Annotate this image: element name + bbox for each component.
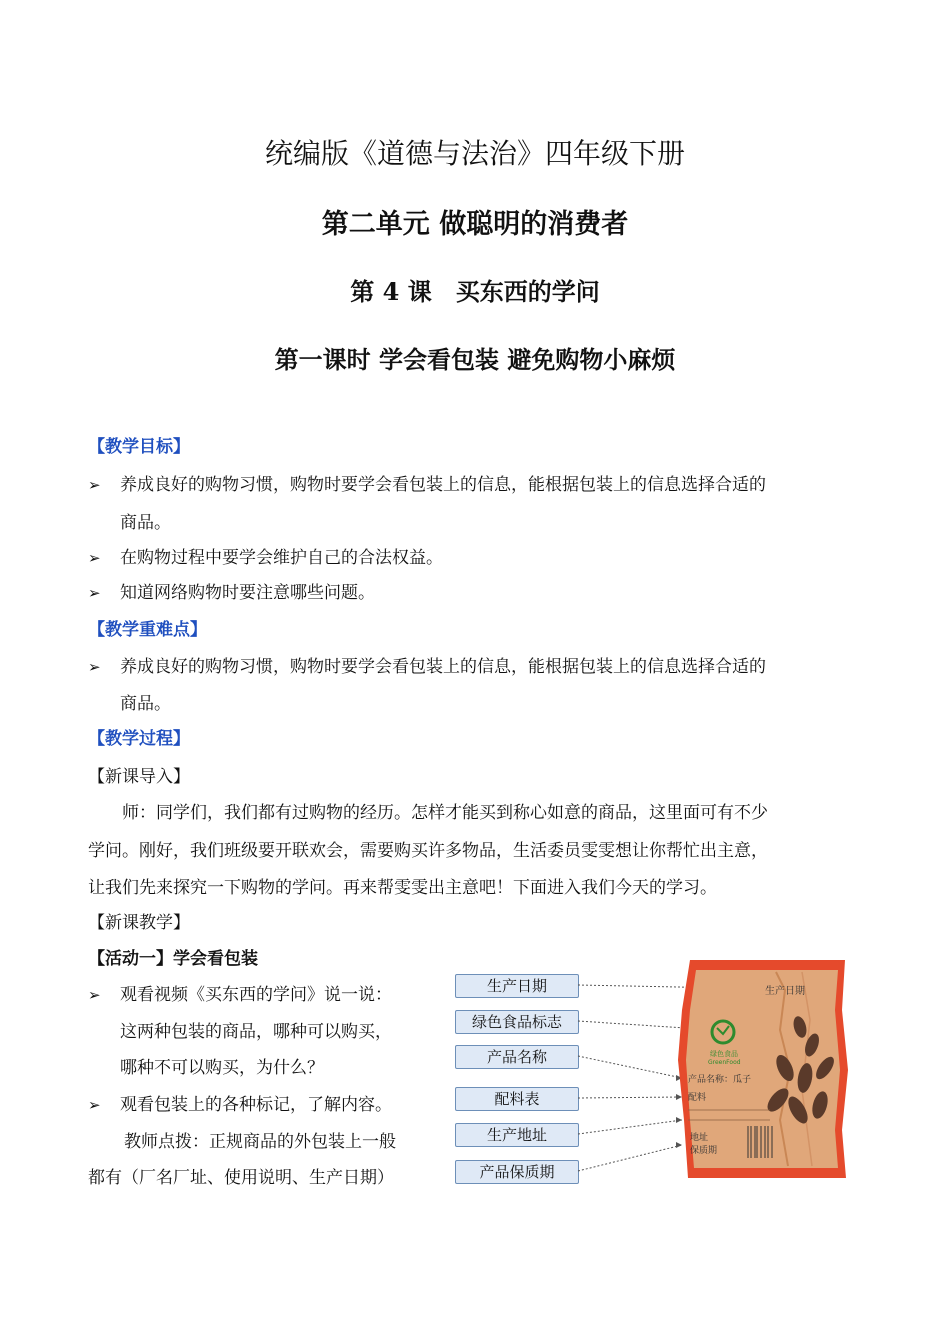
label-address: 生产地址 <box>455 1123 579 1147</box>
keypoints-heading: 【教学重难点】 <box>88 620 207 640</box>
goal-item: ➢ 在购物过程中要学会维护自己的合法权益。 <box>88 548 443 568</box>
unit-title: 第二单元 做聪明的消费者 <box>321 209 629 240</box>
session-title: 第一课时 学会看包装 避免购物小麻烦 <box>274 345 676 374</box>
activity-item-cont: 这两种包装的商品，哪种可以购买， <box>120 1022 392 1042</box>
label-product-name: 产品名称 <box>455 1045 579 1069</box>
bag-logo-text: 绿色食品 <box>710 1050 738 1058</box>
lesson-title: 第 4 课 买东西的学问 <box>350 277 600 306</box>
intro-line: 师：同学们，我们都有过购物的经历。怎样才能买到称心如意的商品，这里面可有不少 <box>122 803 768 823</box>
label-shelf-life: 产品保质期 <box>455 1160 579 1184</box>
activity-tag: 【活动一】 <box>88 949 173 969</box>
process-heading: 【教学过程】 <box>88 729 190 749</box>
teach-heading: 【新课教学】 <box>88 913 190 933</box>
bag-date-text: 生产日期 <box>765 986 805 997</box>
intro-line: 让我们先来探究一下购物的学问。再来帮雯雯出主意吧！下面进入我们今天的学习。 <box>88 878 717 898</box>
bag-name-text: 产品名称：瓜子 <box>688 1075 752 1085</box>
tip-line: 教师点拨：正规商品的外包装上一般 <box>124 1132 396 1152</box>
activity-title: 学会看包装 <box>173 949 258 969</box>
bag-logo-en: GreenFood <box>708 1059 741 1066</box>
bag-ingredients-text: 配料 <box>688 1093 707 1103</box>
activity-item: ➢ 观看视频《买东西的学问》说一说： <box>88 985 392 1005</box>
keypoint-item: ➢ 养成良好的购物习惯，购物时要学会看包装上的信息，能根据包装上的信息选择合适的 <box>88 657 766 677</box>
intro-line: 学问。刚好，我们班级要开联欢会，需要购买许多物品，生活委员雯雯想让你帮忙出主意， <box>88 841 768 861</box>
label-ingredients: 配料表 <box>455 1087 579 1111</box>
intro-heading: 【新课导入】 <box>88 767 190 787</box>
label-production-date: 生产日期 <box>455 974 579 998</box>
bag-address-text: 地址 <box>690 1133 709 1143</box>
goals-heading: 【教学目标】 <box>88 437 190 457</box>
activity-item: ➢ 观看包装上的各种标记，了解内容。 <box>88 1095 392 1115</box>
bag-shelf-text: 保质期 <box>690 1146 718 1156</box>
label-green-food-logo: 绿色食品标志 <box>455 1010 579 1034</box>
goal-item: ➢ 养成良好的购物习惯，购物时要学会看包装上的信息，能根据包装上的信息选择合适的 <box>88 475 766 495</box>
goal-item-cont: 商品。 <box>120 513 171 533</box>
keypoint-item-cont: 商品。 <box>120 694 171 714</box>
series-title: 统编版《道德与法治》四年级下册 <box>264 137 685 170</box>
activity-item-cont: 哪种不可以购买，为什么？ <box>120 1058 324 1078</box>
goal-item: ➢ 知道网络购物时要注意哪些问题。 <box>88 583 375 603</box>
tip-line: 都有（厂名厂址、使用说明、生产日期） <box>88 1168 394 1188</box>
snack-bag-illustration <box>580 950 860 1190</box>
